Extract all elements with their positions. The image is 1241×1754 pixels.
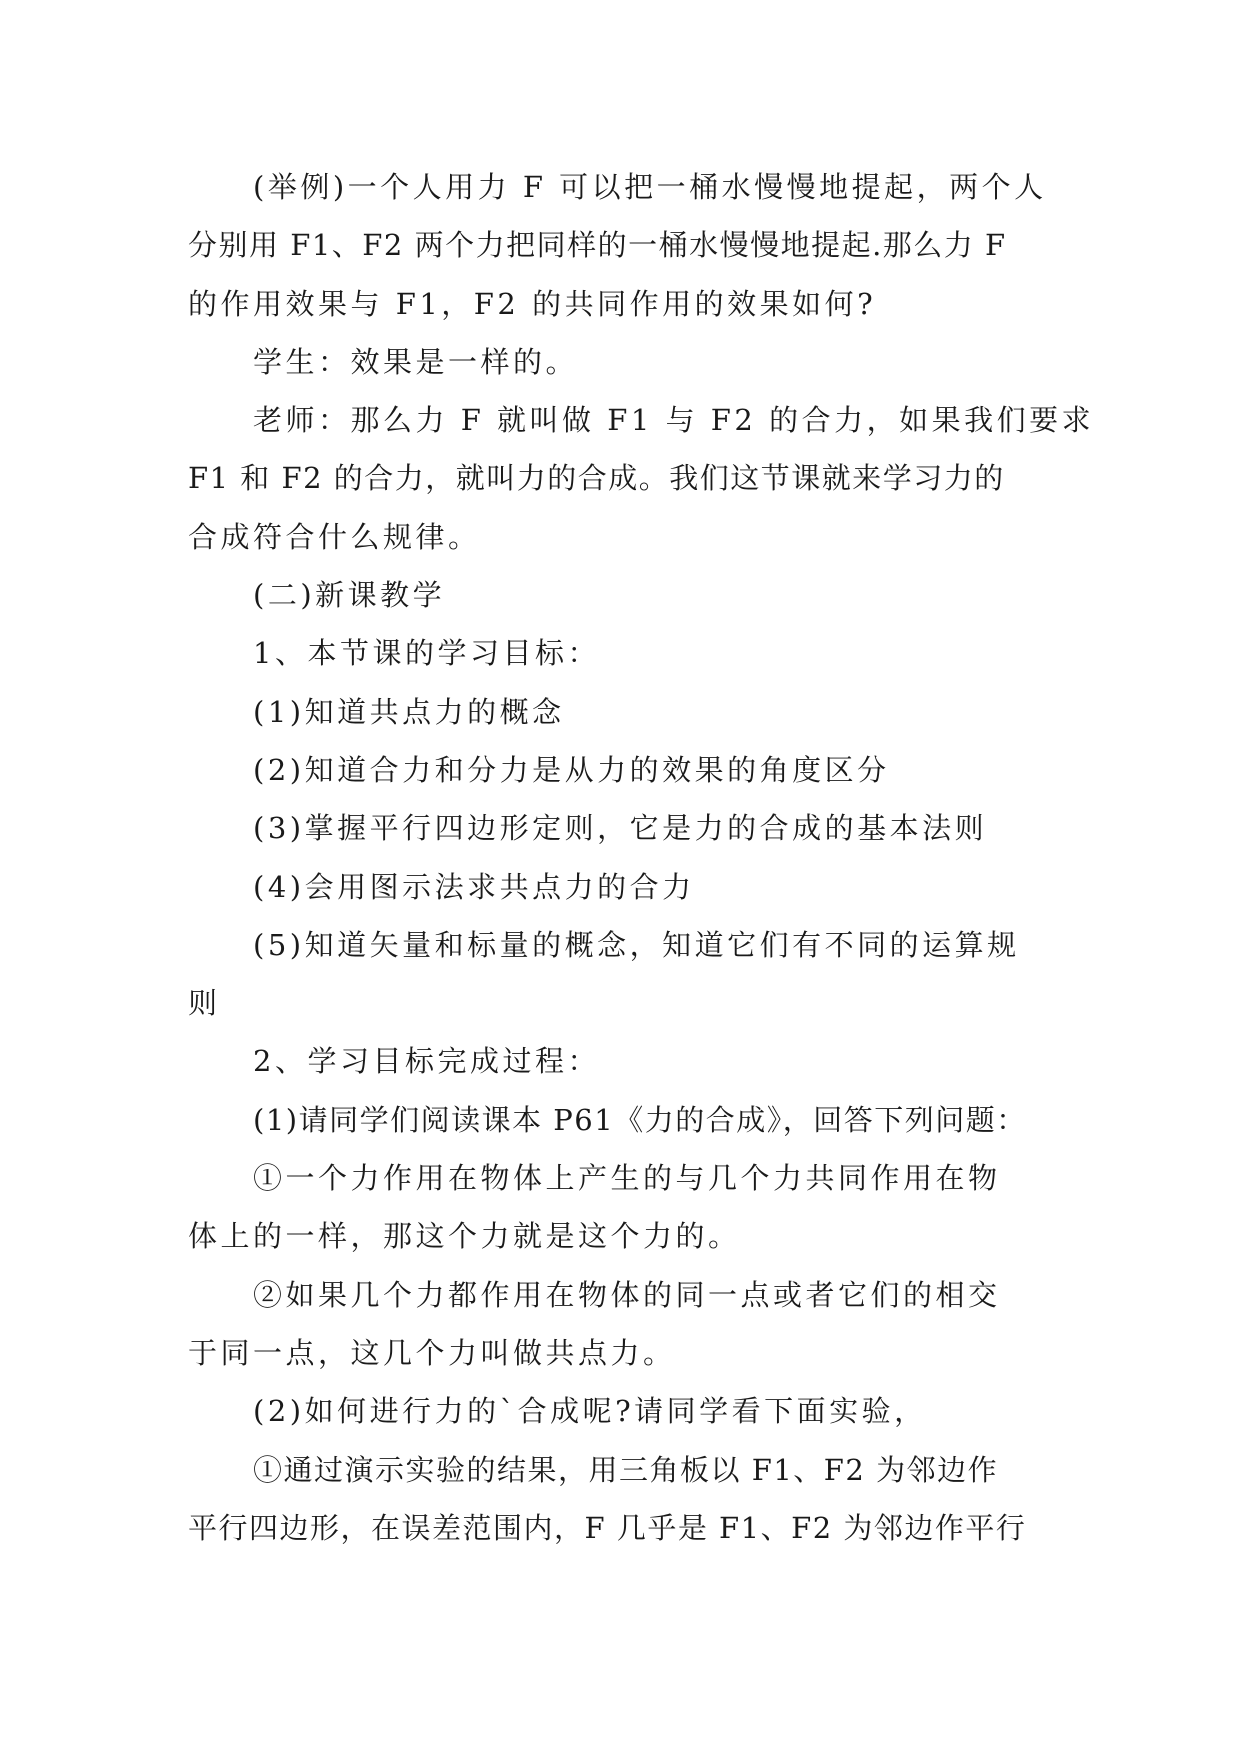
document-body <box>188 158 1095 1557</box>
list-item: (3)掌握平行四边形定则，它是力的合成的基本法则 <box>253 811 988 846</box>
section-heading: (二)新课教学 <box>253 578 446 613</box>
text-line: 平行四边形，在误差范围内，F 几乎是 F1、F2 为邻边作平行 <box>188 1510 1027 1545</box>
text-line: 体上的一样，那这个力就是这个力的。 <box>188 1219 741 1254</box>
list-item: ①一个力作用在物体上产生的与几个力共同作用在物 <box>253 1161 1001 1196</box>
list-item: (2)知道合力和分力是从力的效果的角度区分 <box>253 752 890 787</box>
text-line: 学生：效果是一样的。 <box>253 344 579 379</box>
list-item: (1)知道共点力的概念 <box>253 694 565 729</box>
text-line: 于同一点，这几个力叫做共点力。 <box>188 1335 676 1370</box>
text-line: 老师：那么力 F 就叫做 F1 与 F2 的合力，如果我们要求 <box>253 403 1095 438</box>
text-line: 则 <box>188 986 221 1021</box>
text-line: 2、学习目标完成过程： <box>253 1044 600 1079</box>
list-item: ①通过演示实验的结果，用三角板以 F1、F2 为邻边作 <box>253 1452 999 1487</box>
list-item: (2)如何进行力的`合成呢?请同学看下面实验， <box>253 1394 927 1429</box>
list-item: (1)请同学们阅读课本 P61《力的合成》，回答下列问题： <box>253 1102 1027 1137</box>
text-line: 合成符合什么规律。 <box>188 519 481 554</box>
text-line: 1、本节课的学习目标： <box>253 636 600 671</box>
text-line: 分别用 F1、F2 两个力把同样的一桶水慢慢地提起.那么力 F <box>188 228 1007 263</box>
list-item: (4)会用图示法求共点力的合力 <box>253 869 695 904</box>
text-line: (举例)一个人用力 F 可以把一桶水慢慢地提起，两个人 <box>253 170 1047 204</box>
list-item: ②如果几个力都作用在物体的同一点或者它们的相交 <box>253 1277 1001 1312</box>
list-item: (5)知道矢量和标量的概念，知道它们有不同的运算规 <box>253 927 1020 962</box>
text-line: 的作用效果与 F1，F2 的共同作用的效果如何? <box>188 286 877 321</box>
text-line: F1 和 F2 的合力，就叫力的合成。我们这节课就来学习力的 <box>188 461 1005 496</box>
